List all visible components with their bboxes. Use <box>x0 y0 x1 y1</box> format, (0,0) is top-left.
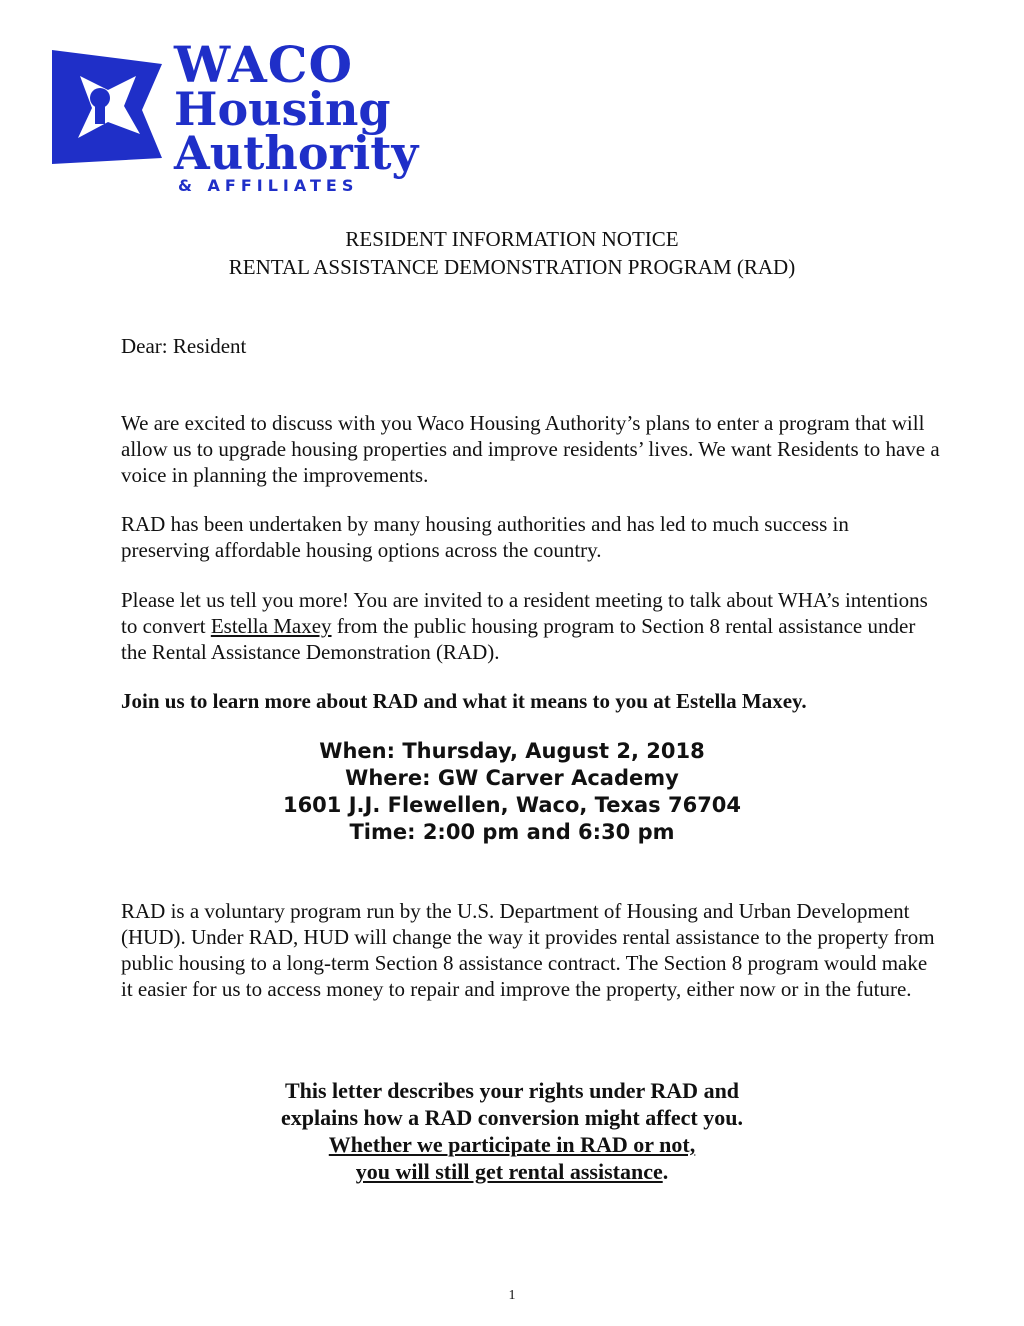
program-title: RENTAL ASSISTANCE DEMONSTRATION PROGRAM (RAD) <box>228 255 796 279</box>
star-key-icon <box>50 46 168 166</box>
event-where: Where: GW Carver Academy <box>345 766 679 790</box>
closing-line-3 <box>0 1131 1024 1158</box>
event-time: Time: 2:00 pm and 6:30 pm <box>349 820 675 844</box>
logo-text-waco: WACO <box>174 35 354 94</box>
logo-text-housing: Housing <box>174 82 391 136</box>
page-number: 1 <box>508 1288 516 1303</box>
invitation-paragraph <box>121 587 941 665</box>
waco-housing-logo <box>50 35 420 198</box>
closing-line-4-text: you will still get rental assistance <box>355 1159 663 1184</box>
logo-text-authority: Authority <box>174 126 419 180</box>
property-name: Estella Maxey <box>210 614 332 638</box>
closing-line-1: This letter describes your rights under RAD and <box>284 1078 740 1103</box>
salutation: Dear: Resident <box>121 334 247 358</box>
closing-line-3-text: Whether we participate in RAD or not, <box>328 1132 696 1157</box>
closing-period: . <box>662 1159 669 1184</box>
rad-success-paragraph: RAD has been undertaken by many housing authorities and has led to much success in preserving affordable housing options across the country. <box>121 512 849 562</box>
event-address: 1601 J.J. Flewellen, Waco, Texas 76704 <box>282 793 742 817</box>
event-when: When: Thursday, August 2, 2018 <box>319 739 705 763</box>
closing-line-4 <box>0 1158 1024 1185</box>
logo-text-affiliates: & AFFILIATES <box>178 176 359 195</box>
closing-line-2: explains how a RAD conversion might affect you. <box>281 1105 743 1130</box>
invitation-text-end: from the public housing program to Section 8 rental assistance under the Rental Assistance Demonstration (RAD). <box>121 614 916 664</box>
intro-paragraph: We are excited to discuss with you Waco Housing Authority’s plans to enter a program that will allow us to upgrade housing properties and improve residents’ lives. We want Residents to have a voice in planning the improvements. <box>121 411 940 487</box>
notice-title: RESIDENT INFORMATION NOTICE <box>345 227 679 251</box>
rad-explanation-paragraph: RAD is a voluntary program run by the U.S. Department of Housing and Urban Development (HUD). Under RAD, HUD will change the way it provides rental assistance to the property from public housing to a long-term Section 8 assistance contract. The Section 8 program would make it easier for us to access money to repair and improve the property, either now or in the future. <box>121 899 935 1001</box>
invitation-text-start: Please let us tell you more! You are invited to a resident meeting to talk about WHA’s intentions to convert <box>121 588 928 638</box>
join-us-line: Join us to learn more about RAD and what it means to you at Estella Maxey. <box>121 689 807 713</box>
